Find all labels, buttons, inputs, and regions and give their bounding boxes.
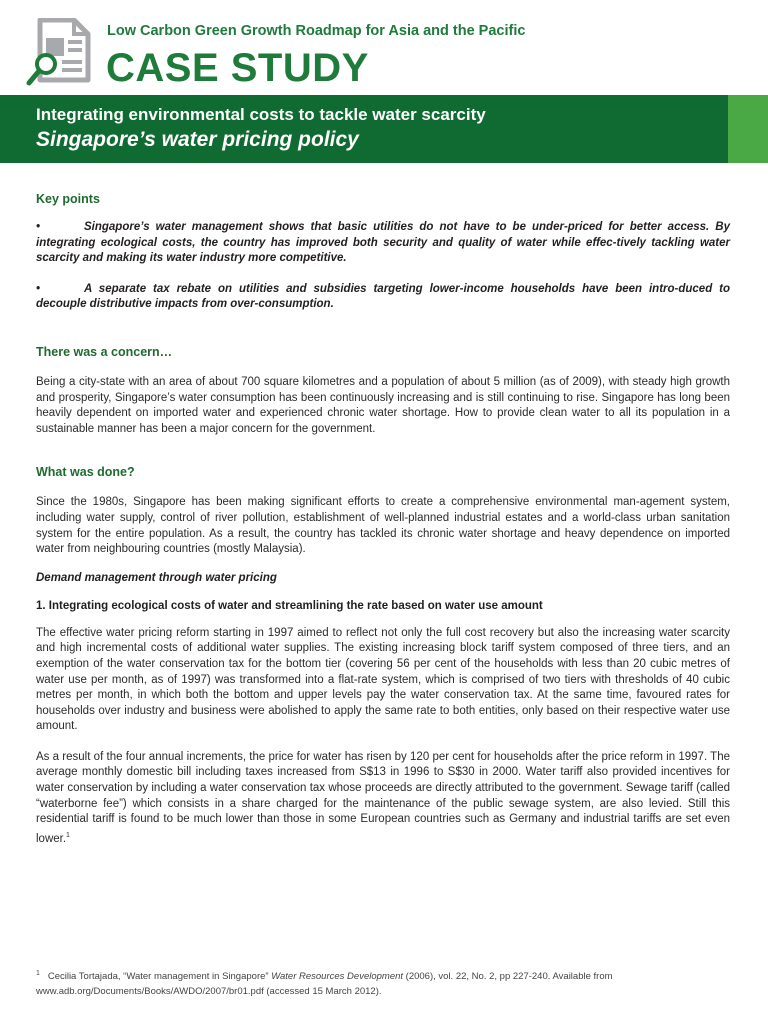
title-banner-accent [728, 95, 768, 163]
ecological-costs-heading: 1. Integrating ecological costs of water and streamlining the rate based on water use amount [36, 599, 543, 612]
bullet-dot: • [36, 282, 41, 295]
page-title: Singapore’s water pricing policy [36, 128, 359, 151]
key-point-item [36, 220, 730, 267]
footnote-number: 1 [36, 970, 40, 977]
pricing-reform-paragraph: The effective water pricing reform starting in 1997 aimed to reflect not only the full cost recovery but also the increasing water scarcity and high incremental costs of additional water supplies. The existing increasing block tariff system composed of three tiers, and an exemption of the water conservation tax for the bottom tier (covering 56 per cent of the households with less than 20 cubic metres of water use per month, as of 1997) was transformed into a flat-rate system, which is comprised of two tiers with thresholds of 40 cubic metres per month, in which both the bottom and upper levels pay the water conservation tax. At the same time, favoured rates for households over industry and business were abolished to apply the same rate to both entities, only based on their respective water use amount. [36, 626, 730, 733]
main-content [36, 190, 730, 847]
price-increase-text: As a result of the four annual increments, the price for water has risen by 120 per cent for households after the price reform in 1997. The average monthly domestic bill including taxes increased from S$13 in 1996 to S$30 in 2000. Water tariff also provided incentives for water conservation by including a water conservation tax whose proceeds are directly attributed to the government. Sewage tariff (called “waterborne fee”) which consists in a share charged for the maintenance of the public sewage system, are also levied. Still this residential tariff is found to be much lower than those in some European countries such as Germany and industrial tariffs are set even lower. [36, 750, 730, 845]
concern-heading: There was a concern… [36, 344, 173, 359]
footnote [36, 966, 726, 999]
key-point-text: Singapore’s water management shows that basic utilities do not have to be under-priced for better access. By integrating ecological costs, the country has improved both security and quality of water while effec-tively tackling water scarcity and making its water industry more competitive. [36, 221, 730, 265]
key-point-text: A separate tax rebate on utilities and subsidies targeting lower-income households have been intro-duced to decouple distributive impacts from over-consumption. [36, 282, 730, 311]
key-point-item [36, 282, 730, 313]
page-subtitle: Integrating environmental costs to tackle water scarcity [36, 105, 486, 124]
concern-paragraph: Being a city-state with an area of about 700 square kilometres and a population of about 5 million (as of 2009), with steady high growth and prosperity, Singapore’s water consumption has been continuously increasing and is still continuing to rise. Singapore has long been heavily dependent on imported water and experienced chronic water shortage. How to provide clean water to all its population in a sustainable manner has been a major concern for the government. [36, 375, 730, 435]
footnote-details: (2006), vol. 22, No. 2, pp 227-240. Available from www.adb.org/Documents/Books/AWDO/2007/br01.pdf (accessed 15 March 2012). [36, 971, 613, 998]
price-increase-paragraph [36, 750, 730, 847]
bullet-dot: • [36, 221, 41, 233]
key-points-heading: Key points [36, 192, 100, 206]
what-was-done-paragraph: Since the 1980s, Singapore has been making significant efforts to create a comprehensive environmental man-agement system, including water supply, control of river pollution, establishment of well-planned industrial estates and a world-class urban sanitation system for the entire population. As a result, the country has tackled its chronic water shortage and heavy dependence on imported water from neighbouring countries (mostly Malaysia). [36, 496, 730, 556]
series-title: Low Carbon Green Growth Roadmap for Asia and the Pacific [107, 23, 526, 39]
what-was-done-heading: What was done? [36, 465, 135, 480]
footnote-journal: Water Resources Development [271, 971, 404, 983]
footnote-ref: 1 [66, 831, 70, 839]
demand-management-heading: Demand management through water pricing [36, 571, 277, 584]
case-study-label: CASE STUDY [106, 46, 369, 90]
document-magnifier-icon [24, 18, 96, 90]
footnote-author: Cecilia Tortajada, “Water management in Singapore” [47, 971, 269, 983]
